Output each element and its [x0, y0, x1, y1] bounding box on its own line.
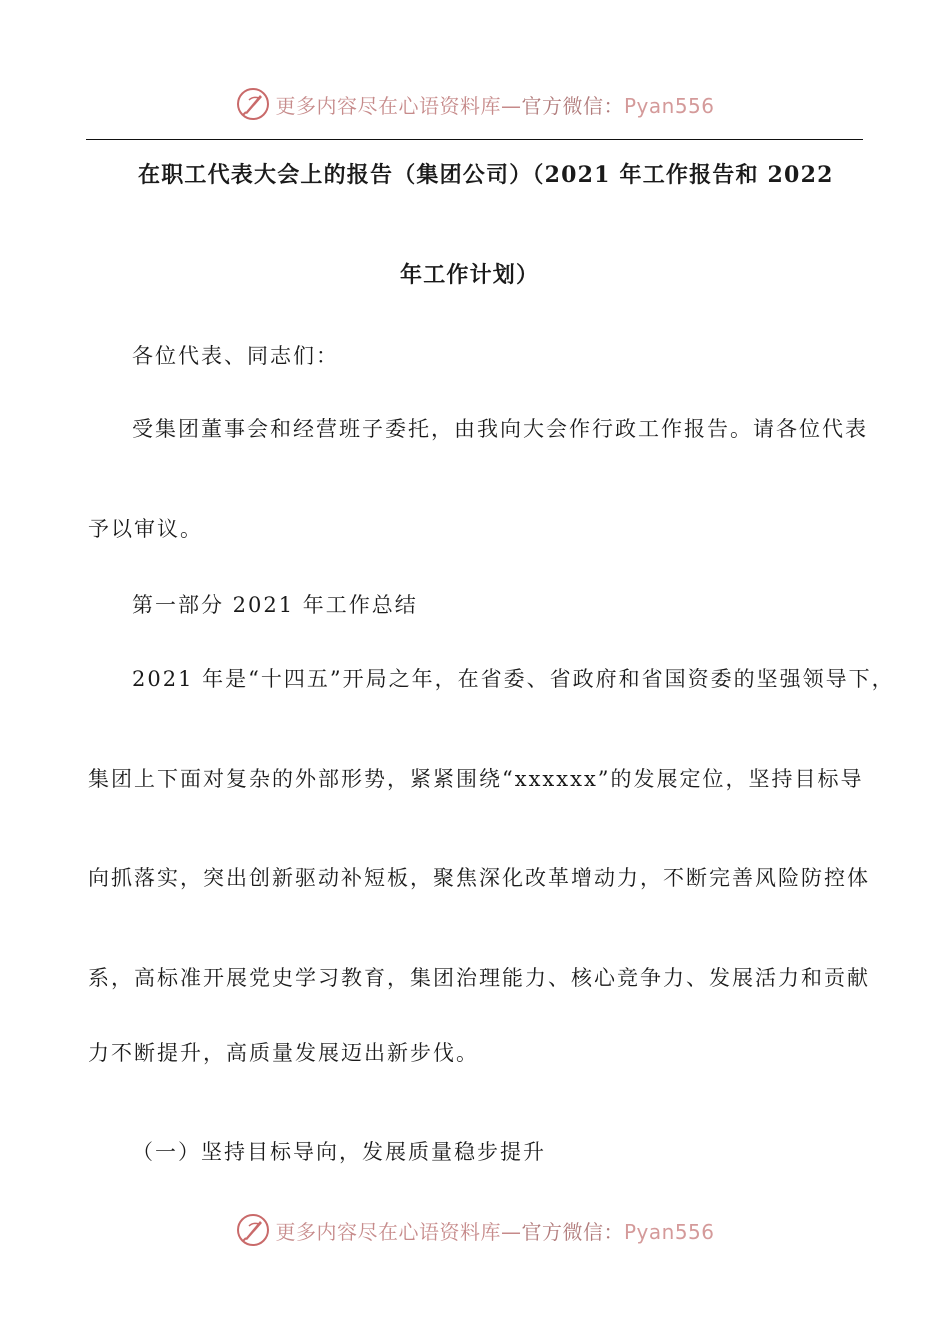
quill-pen-circle-icon — [235, 86, 271, 122]
header-watermark — [0, 84, 950, 124]
footer-watermark — [0, 1210, 950, 1250]
subsection-heading: （一）坚持目标导向，发展质量稳步提升 — [132, 1140, 546, 1164]
watermark-text: 更多内容尽在心语资料库—官方微信：Pyan556 — [275, 1219, 715, 1244]
paragraph-2-line-1: 2021 年是“十四五”开局之年，在省委、省政府和省国资委的坚强领导下， — [132, 667, 895, 691]
watermark-text: 更多内容尽在心语资料库—官方微信：Pyan556 — [275, 93, 715, 118]
paragraph-1-line-1: 受集团董事会和经营班子委托，由我向大会作行政工作报告。请各位代表 — [132, 417, 868, 441]
paragraph-1-line-2: 予以审议。 — [88, 517, 203, 541]
section-heading: 第一部分 2021 年工作总结 — [132, 593, 418, 617]
paragraph-2-line-4: 系，高标准开展党史学习教育，集团治理能力、核心竞争力、发展活力和贡献 — [88, 966, 870, 990]
paragraph-2-line-2: 集团上下面对复杂的外部形势，紧紧围绕“xxxxxx”的发展定位，坚持目标导 — [88, 767, 864, 791]
salutation: 各位代表、同志们： — [132, 344, 339, 368]
paragraph-2-line-5: 力不断提升，高质量发展迈出新步伐。 — [88, 1041, 479, 1065]
document-title-line-1: 在职工代表大会上的报告（集团公司）（2021 年工作报告和 2022 — [138, 162, 834, 188]
paragraph-2-line-3: 向抓落实，突出创新驱动补短板，聚焦深化改革增动力，不断完善风险防控体 — [88, 866, 870, 890]
document-title-line-2: 年工作计划） — [400, 262, 540, 288]
quill-pen-circle-icon — [235, 1212, 271, 1248]
header-divider — [86, 139, 863, 140]
